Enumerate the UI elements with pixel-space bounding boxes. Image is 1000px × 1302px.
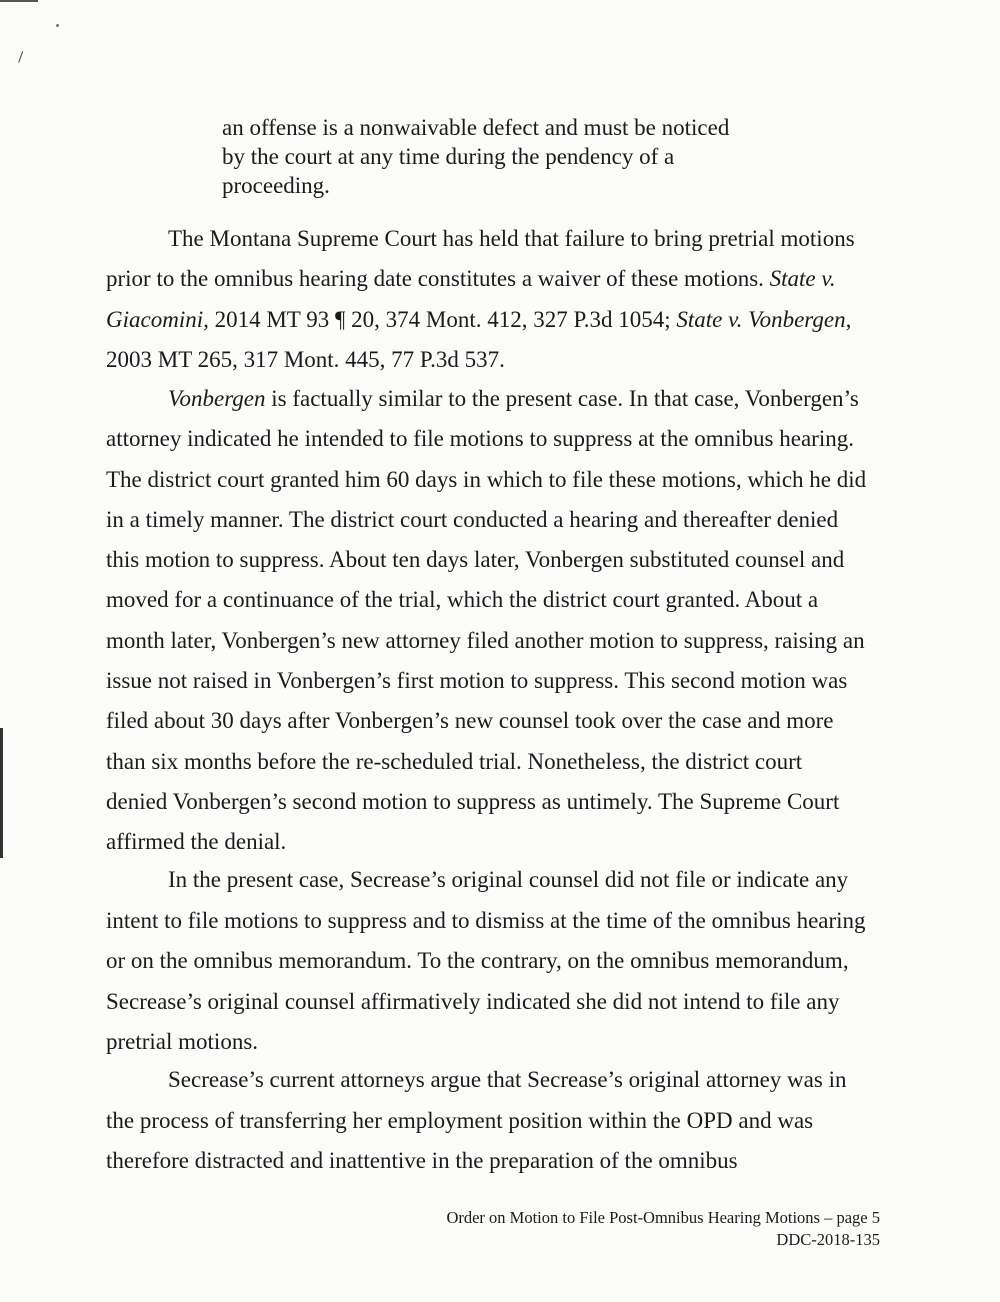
paragraph-line: In the present case, Secrease’s original counsel did not file or indicate any <box>168 867 849 892</box>
paragraph-line: 2003 MT 265, 317 Mont. 445, 77 P.3d 537. <box>106 346 505 372</box>
quote-line: proceeding. <box>222 173 330 198</box>
scan-speck <box>18 51 29 65</box>
paragraph-line: this motion to suppress. About ten days later, Vonbergen substituted counsel and <box>106 547 845 573</box>
quote-line: an offense is a nonwaivable defect and must be noticed <box>222 115 730 140</box>
scan-edge-mark <box>0 0 38 2</box>
paragraph-line: prior to the omnibus hearing date constitutes a waiver of these motions. State v. <box>106 266 836 292</box>
footer-case-number: DDC-2018-135 <box>776 1230 880 1249</box>
paragraph-line: filed about 30 days after Vonbergen’s new counsel took over the case and more <box>106 708 834 734</box>
paragraph-line: The district court granted him 60 days in which to file these motions, which he did <box>106 466 867 492</box>
paragraph-line: month later, Vonbergen’s new attorney filed another motion to suppress, raising an <box>106 627 865 653</box>
paragraph-line: pretrial motions. <box>106 1029 259 1054</box>
case-citation: State v. <box>769 266 836 292</box>
footer-title: Order on Motion to File Post-Omnibus Hearing Motions – page 5 <box>446 1208 880 1227</box>
paragraph-line: therefore distracted and inattentive in the preparation of the omnibus <box>106 1148 738 1173</box>
paragraph-waiver-rule <box>106 219 886 380</box>
paragraph-line: in a timely manner. The district court conducted a hearing and thereafter denied <box>106 506 839 532</box>
paragraph-vonbergen <box>106 379 886 863</box>
paragraph-line: than six months before the re-scheduled trial. Nonetheless, the district court <box>106 748 803 774</box>
page-footer <box>446 1207 880 1251</box>
scan-speck <box>56 24 59 27</box>
paragraph-line: the process of transferring her employment position within the OPD and was <box>106 1107 814 1133</box>
paragraph-line: denied Vonbergen’s second motion to suppress as untimely. The Supreme Court <box>106 788 840 814</box>
paragraph-line: Secrease’s current attorneys argue that Secrease’s original attorney was in <box>168 1067 847 1092</box>
case-citation: Vonbergen <box>168 386 266 411</box>
paragraph-present-case <box>106 860 886 1063</box>
case-citation: Giacomini, <box>106 306 209 332</box>
paragraph-line: or on the omnibus memorandum. To the contrary, on the omnibus memorandum, <box>106 948 849 973</box>
paragraph-line: Secrease’s original counsel affirmatively indicated she did not intend to file any <box>106 988 840 1014</box>
paragraph-line: moved for a continuance of the trial, which the district court granted. About a <box>106 587 819 613</box>
paragraph-line: Vonbergen is factually similar to the present case. In that case, Vonbergen’s <box>168 386 859 411</box>
quote-line: by the court at any time during the pendency of a <box>222 144 675 169</box>
paragraph-line: attorney indicated he intended to file motions to suppress at the omnibus hearing. <box>106 426 854 452</box>
paragraph-line: Giacomini, 2014 MT 93 ¶ 20, 374 Mont. 412, 327 P.3d 1054; State v. Vonbergen, <box>106 306 852 332</box>
paragraph-line: issue not raised in Vonbergen’s first motion to suppress. This second motion was <box>106 668 848 694</box>
case-citation: State v. Vonbergen, <box>676 306 852 332</box>
scan-margin-bar <box>0 728 3 858</box>
paragraph-current-attorneys <box>106 1060 886 1182</box>
paragraph-line: The Montana Supreme Court has held that failure to bring pretrial motions <box>168 226 855 251</box>
paragraph-line: intent to file motions to suppress and to dismiss at the time of the omnibus hearing <box>106 907 866 933</box>
paragraph-line: affirmed the denial. <box>106 829 287 855</box>
block-quote <box>222 113 782 200</box>
